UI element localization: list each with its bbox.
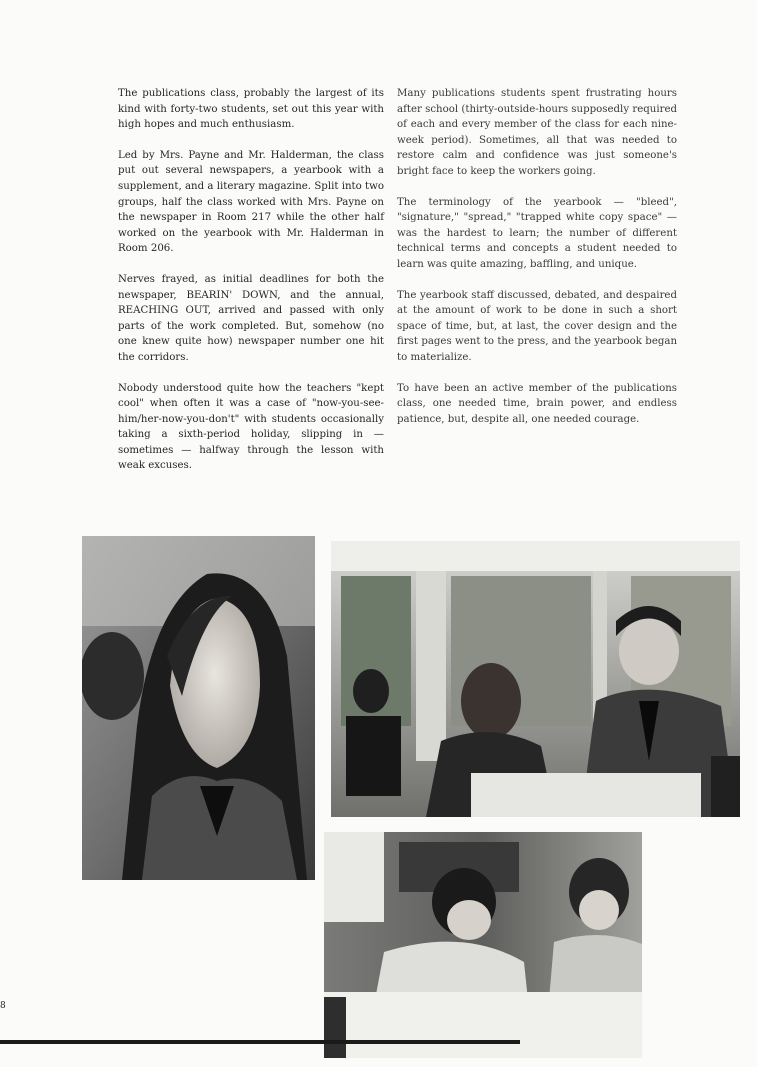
paragraph: Nerves frayed, as initial deadlines for both the newspaper, BEARIN' DOWN, and the annual, REACHING OUT, arrived and passed with only parts of the work completed. But, somehow (no one knew quite how) newspaper number one hit the corridors. (118, 273, 384, 363)
paragraph: The yearbook staff discussed, debated, and despaired at the amount of work to be done in such a short space of time, but, at last, the cover design and the first pages went to the press, and the yearbook began to materialize. (397, 289, 677, 363)
paragraph: Led by Mrs. Payne and Mr. Halderman, the class put out several newspapers, a yearbook with a supplement, and a literary magazine. Split into two groups, half the class worked with Mrs. Payne on the newspaper in Room 217 while the other half worked on the yearbook with Mr. Halderman in Room 206. (118, 149, 384, 255)
paragraph: To have been an active member of the publications class, one needed time, brain power, and endless patience, but, despite all, one needed courage. (397, 382, 677, 425)
article-column-right (397, 86, 677, 442)
bottom-rule (0, 1040, 520, 1044)
paragraph: The terminology of the yearbook — "bleed", "signature," "spread," "trapped white copy space" — was the hardest to learn; the number of different technical terms and concepts a student needed to learn was quite amazing, baffling, and unique. (397, 196, 677, 270)
paragraph: The publications class, probably the largest of its kind with forty-two students, set out this year with high hopes and much enthusiasm. (118, 88, 384, 131)
paragraph: Many publications students spent frustrating hours after school (thirty-outside-hours supposedly required of each and every member of the class for each nine-week period). Sometimes, all that was needed to restore calm and confidence was just someone's bright face to keep the workers going. (397, 88, 677, 177)
paragraph: Nobody understood quite how the teachers "kept cool" when often it was a case of "now-you-see-him/her-now-you-don't" with students occasionally taking a sixth-period holiday, slipping in — sometimes — halfway through the lesson with weak excuses. (118, 382, 384, 472)
photo-classroom-teacher (331, 541, 740, 817)
article-column-left (118, 86, 384, 489)
page-number: 8 (0, 1001, 6, 1011)
photo-student-reading (82, 536, 315, 880)
photo-students-at-desk (324, 832, 642, 1058)
